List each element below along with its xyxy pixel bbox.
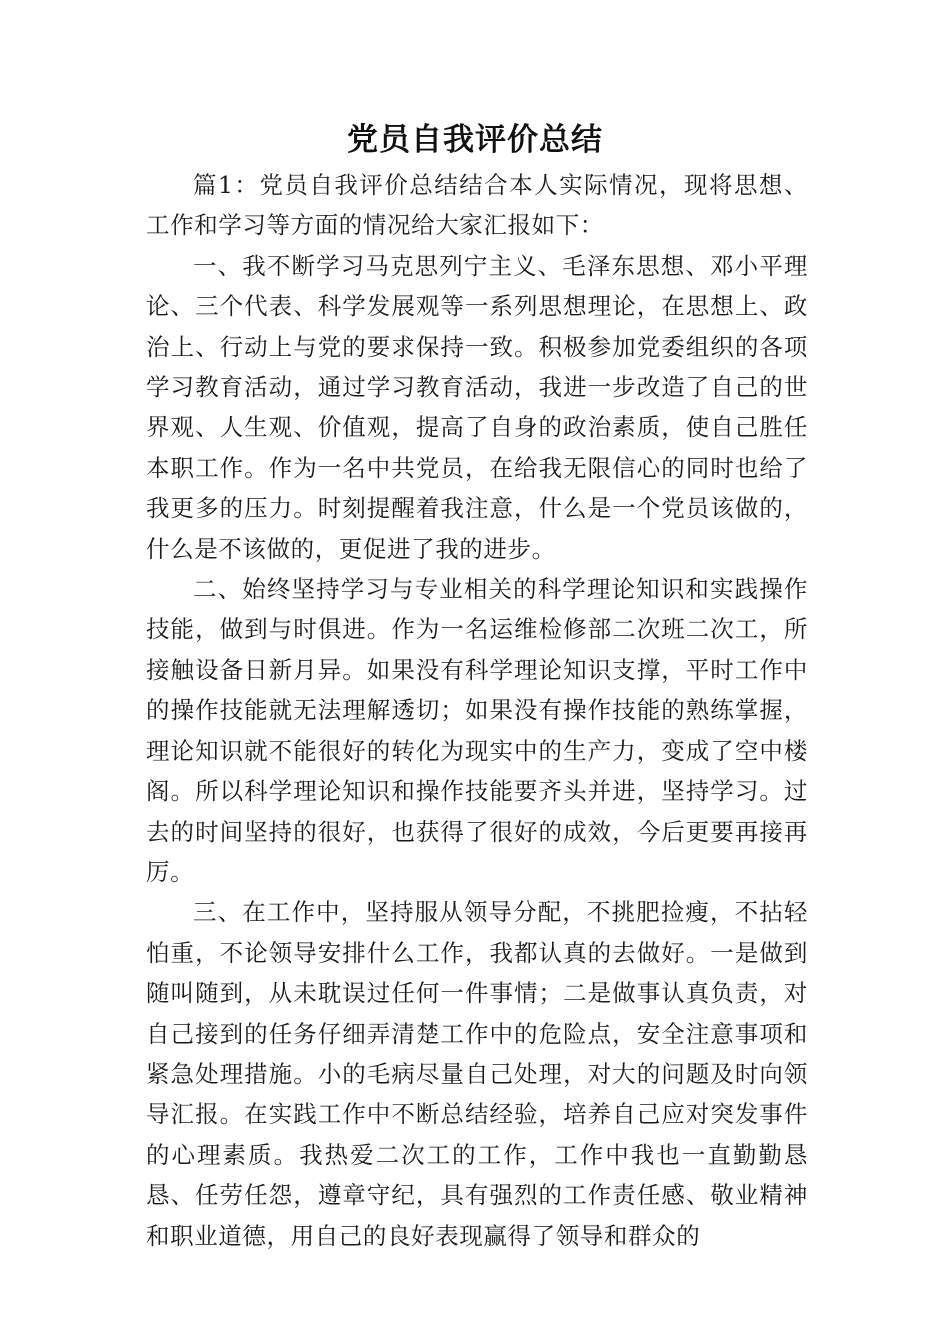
paragraph-section-2: 二、始终坚持学习与专业相关的科学理论知识和实践操作技能，做到与时俱进。作为一名运维检修部二次班二次工，所接触设备日新月异。如果没有科学理论知识支撑，平时工作中的操作技能就无法理解透切；如果没有操作技能的熟练掌握，理论知识就不能很好的转化为现实中的生产力，变成了空中楼阁。所以科学理论知识和操作技能要齐头并进，坚持学习。过去的时间坚持的很好，也获得了很好的成效，今后更要再接再厉。 <box>146 575 808 886</box>
paragraph-intro: 篇1：党员自我评价总结结合本人实际情况，现将思想、工作和学习等方面的情况给大家汇报如下： <box>146 171 808 240</box>
document-body <box>146 165 808 1256</box>
document-title: 党员自我评价总结 <box>347 122 603 158</box>
paragraph-section-1: 一、我不断学习马克思列宁主义、毛泽东思想、邓小平理论、三个代表、科学发展观等一系列思想理论，在思想上、政治上、行动上与党的要求保持一致。积极参加党委组织的各项学习教育活动，通过学习教育活动，我进一步改造了自己的世界观、人生观、价值观，提高了自身的政治素质，使自己胜任本职工作。作为一名中共党员，在给我无限信心的同时也给了我更多的压力。时刻提醒着我注意，什么是一个党员该做的，什么是不该做的，更促进了我的进步。 <box>146 251 808 563</box>
paragraph-section-3: 三、在工作中，坚持服从领导分配，不挑肥捡瘦，不拈轻怕重，不论领导安排什么工作，我都认真的去做好。一是做到随叫随到，从未耽误过任何一件事情；二是做事认真负责，对自己接到的任务仔细弄清楚工作中的危险点，安全注意事项和紧急处理措施。小的毛病尽量自己处理，对大的问题及时向领导汇报。在实践工作中不断总结经验，培养自己应对突发事件的心理素质。我热爱二次工的工作，工作中我也一直勤勤恳恳、任劳任怨，遵章守纪，具有强烈的工作责任感、敬业精神和职业道德，用自己的良好表现赢得了领导和群众的 <box>146 898 808 1250</box>
